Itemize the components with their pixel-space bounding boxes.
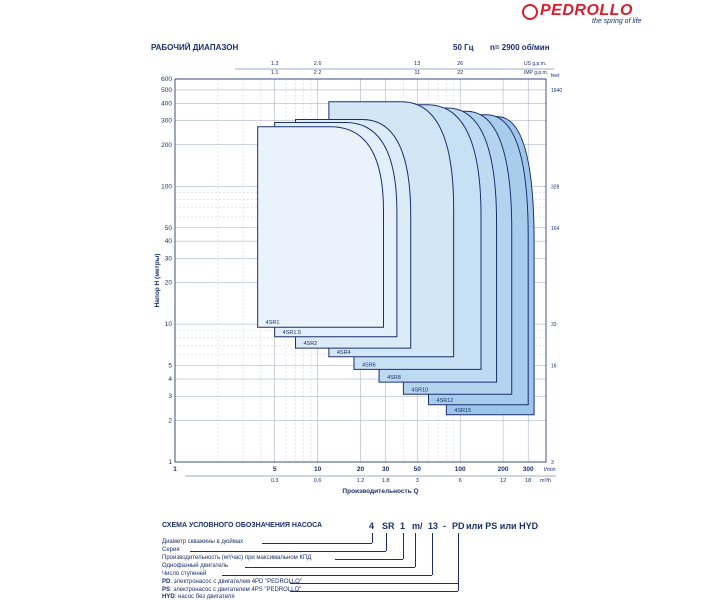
- right-tick-label: 164: [551, 225, 560, 232]
- leader-line: [222, 575, 432, 576]
- scheme-desc-stages: Число ступеней: [162, 571, 207, 577]
- x-m3h-tick-label: 6: [458, 478, 462, 484]
- series-label: 4SR4: [336, 349, 351, 356]
- right-tick-label: 328: [551, 184, 560, 191]
- scheme-desc-ps: PS: электронасос с двигателем 4PS "PEDROLLO": [162, 587, 302, 593]
- x-m3h-tick-label: 1.2: [356, 478, 365, 484]
- right-tick-label: 16: [551, 363, 557, 370]
- scheme-desc-diameter: Диаметр скважины в дюймах: [162, 539, 244, 545]
- x-tick-label: 20: [356, 466, 365, 473]
- code-part-alternatives: или PS или HYD: [466, 521, 539, 531]
- x-m3h-tick-label: 18: [525, 478, 532, 484]
- y-tick-label: 600: [161, 76, 172, 83]
- y-axis-label: Напор H (метры): [154, 253, 161, 308]
- right-tick-label: 3: [551, 460, 554, 466]
- scheme-title: СХЕМА УСЛОВНОГО ОБОЗНАЧЕНИЯ НАСОСА: [162, 522, 323, 529]
- right-unit-label: feet: [551, 73, 560, 79]
- brand-tagline: the spring of life: [592, 18, 642, 25]
- series-label: 4SR8: [387, 375, 401, 382]
- x-tick-label: 200: [497, 466, 509, 473]
- y-tick-label: 40: [164, 238, 172, 246]
- x-m3h-tick-label: 12: [500, 478, 507, 484]
- x-tick-label: 10: [313, 466, 322, 473]
- y-tick-label: 30: [164, 255, 172, 263]
- series-label: 4SR1: [265, 320, 280, 327]
- leader-line: [403, 533, 404, 559]
- leader-line: [335, 559, 403, 560]
- x-m3h-tick-label: 1.8: [381, 478, 390, 484]
- series-label: 4SR15: [454, 407, 472, 414]
- leader-line: [458, 533, 459, 591]
- top-us-tick-label: 26: [457, 61, 464, 67]
- code-part-series: SR: [382, 521, 395, 531]
- y-tick-label: 2: [168, 417, 172, 425]
- top-imp-tick-label: 2.2: [313, 70, 322, 76]
- x-m3h-tick-label: 0.3: [270, 478, 279, 484]
- top-imp-tick-label: 11: [414, 70, 421, 76]
- y-tick-label: 400: [161, 100, 172, 108]
- top-us-tick-label: 1.3: [270, 61, 279, 67]
- series-label: 4SR1.5: [282, 329, 302, 336]
- x-axis-label: Производительность Q: [342, 488, 419, 495]
- series-area-4sr1: [258, 127, 384, 327]
- y-tick-label: 500: [161, 86, 172, 94]
- leader-line: [372, 533, 373, 543]
- top-imp-unit-label: IMP g.p.m.: [524, 70, 549, 76]
- code-part-dash: -: [443, 521, 446, 531]
- x-tick-label: 5: [272, 466, 277, 473]
- x-m3h-unit-label: m³/h: [540, 478, 551, 484]
- series-label: 4SR6: [361, 362, 376, 369]
- speed-label: n= 2900 об/мин: [490, 43, 550, 52]
- top-us-tick-label: 13: [414, 61, 421, 67]
- series-label: 4SR10: [411, 387, 429, 394]
- top-us-unit-label: US g.p.m.: [524, 61, 547, 67]
- leader-line: [290, 583, 458, 584]
- x-m3h-tick-label: 0.6: [313, 478, 322, 484]
- x-tick-label: 1: [173, 466, 177, 473]
- frequency-label: 50 Гц: [453, 43, 474, 52]
- scheme-desc-hyd: HYD: насос без двигателя: [162, 594, 235, 600]
- x-tick-label: 50: [413, 466, 421, 473]
- code-part-phase: m/: [412, 521, 423, 531]
- y-tick-label: 5: [168, 362, 172, 370]
- brand-name: PEDROLLO: [540, 2, 633, 19]
- x-tick-label: 30: [381, 466, 390, 473]
- scheme-desc-series: Серия: [162, 547, 180, 553]
- y-tick-label: 50: [164, 224, 172, 232]
- right-tick-label: 33: [551, 322, 557, 329]
- y-tick-label: 200: [161, 141, 172, 149]
- y-tick-label: 1: [168, 459, 172, 466]
- y-tick-label: 100: [161, 183, 172, 191]
- leader-line: [190, 551, 386, 552]
- scheme-desc-phase: Однофазный двигатель: [162, 563, 229, 569]
- x-unit-label: l/min: [544, 467, 556, 473]
- y-tick-label: 4: [168, 375, 172, 383]
- top-imp-tick-label: 1.1: [270, 70, 279, 76]
- y-tick-label: 3: [168, 393, 172, 401]
- leader-line: [386, 533, 387, 551]
- x-tick-label: 300: [522, 466, 534, 473]
- leader-line: [245, 567, 415, 568]
- x-m3h-tick-label: 3: [415, 478, 419, 484]
- top-us-tick-label: 2.6: [313, 61, 322, 67]
- code-part-motor: PD: [452, 521, 465, 531]
- scheme-desc-flow: Производительность (м³/час) при максимальном КПД: [162, 555, 312, 561]
- page-title: РАБОЧИЙ ДИАПАЗОН: [151, 43, 239, 52]
- leader-line: [290, 591, 458, 592]
- y-tick-label: 300: [161, 117, 172, 125]
- code-part-diameter: 4: [369, 521, 375, 531]
- scheme-desc-pd: PD: электронасос с двигателем 4PD "PEDROLLO": [162, 579, 302, 585]
- series-label: 4SR2: [303, 341, 318, 348]
- code-part-flow: 1: [400, 521, 406, 531]
- leader-line: [262, 543, 372, 544]
- x-tick-label: 100: [454, 466, 466, 473]
- right-tick-label: 1640: [551, 87, 563, 94]
- leader-line: [415, 533, 416, 567]
- code-part-stages: 13: [428, 521, 439, 531]
- leader-line: [432, 533, 433, 575]
- series-label: 4SR12: [436, 397, 454, 404]
- top-imp-tick-label: 22: [457, 70, 464, 76]
- y-tick-label: 20: [164, 279, 172, 287]
- y-tick-label: 10: [164, 321, 172, 329]
